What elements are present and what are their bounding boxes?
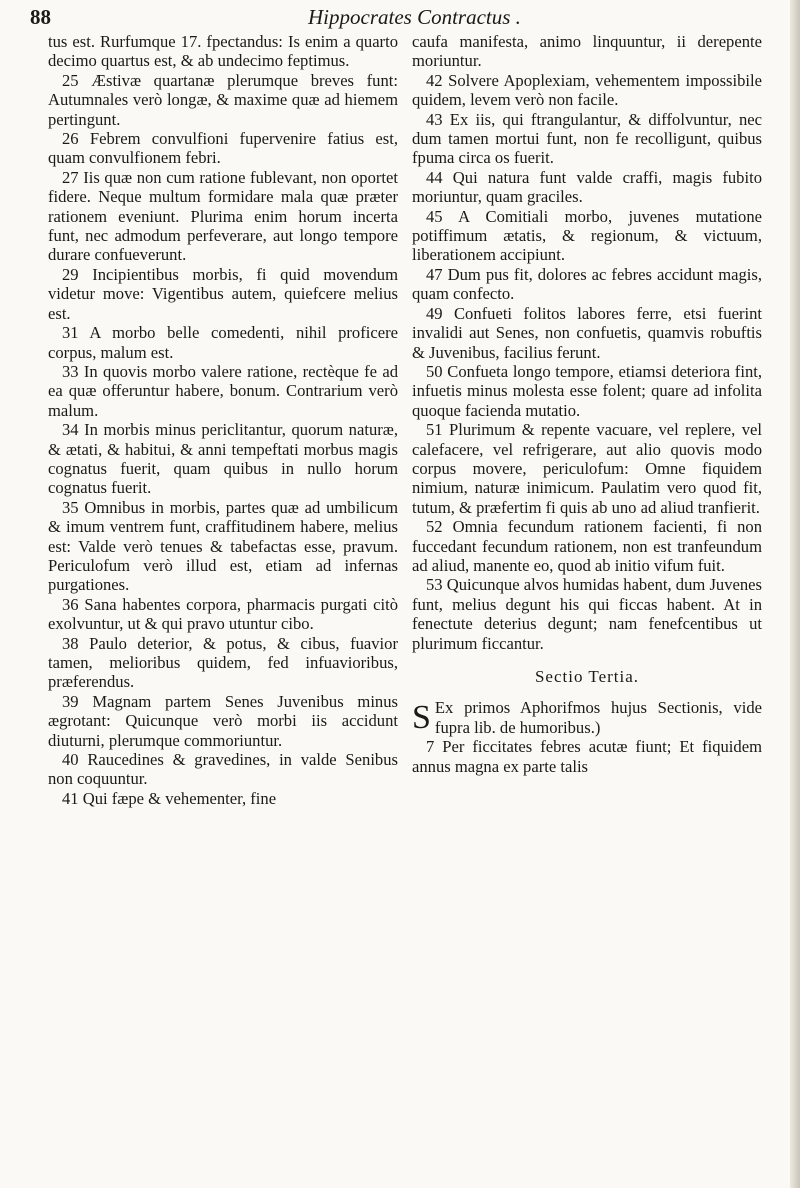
aphorism-26: 26 Febrem convulfioni fupervenire fatius est, quam convulfionem febri. <box>48 129 398 168</box>
aphorism-51: 51 Plurimum & repente vacuare, vel replere, vel calefacere, vel refrigerare, aut alio quovis modo corpus movere, periculofum: Omne fiquidem nimium, naturæ inimicum. Paulatim vero quod fit, tutum, & præfertim fi quis ab uno ad aliud tranfierit. <box>412 420 762 517</box>
aphorism-40: 40 Raucedines & gravedines, in valde Senibus non coquuntur. <box>48 750 398 789</box>
aphorism-50: 50 Confueta longo tempore, etiamsi deteriora fint, infuetis minus molesta esse folent; quare ad infolita quoque facienda mutatio. <box>412 361 762 420</box>
aphorism-25: 25 Æstivæ quartanæ plerumque breves funt: Autumnales verò longæ, & maxime quæ ad hiemem pertingunt. <box>48 70 398 129</box>
aphorism-44: 44 Qui natura funt valde craffi, magis fubito moriuntur, quam graciles. <box>412 167 762 207</box>
section-note-text: Ex primos Aphorifmos hujus Sectionis, vide fupra lib. de humoribus.) <box>434 698 762 737</box>
continuation-paragraph: caufa manifesta, animo linquuntur, ii derepente moriuntur. <box>412 32 762 71</box>
aphorism-33: 33 In quovis morbo valere ratione, rectèque fe ad ea quæ offeruntur habere, bonum. Contrarium verò malum. <box>48 361 398 420</box>
continuation-paragraph: tus est. Rurfumque 17. fpectandus: Is enim a quarto decimo quartus est, & ab undecimo feptimus. <box>48 32 398 71</box>
aphorism-41: 41 Qui fæpe & vehementer, fine <box>62 788 277 808</box>
aphorism-49: 49 Confueti folitos labores ferre, etsi fuerint invalidi aut Senes, non confuetis, quamvis robuftis & Juvenibus, facilius ferunt. <box>412 303 762 362</box>
aphorism-42: 42 Solvere Apoplexiam, vehementem impossibile quidem, levem verò non facile. <box>412 70 762 110</box>
aphorism-45: 45 A Comitiali morbo, juvenes mutatione potiffimum ætatis, & regionum, & victuum, liberationem accipiunt. <box>412 206 762 265</box>
aphorism-39: 39 Magnam partem Senes Juvenibus minus ægrotant: Quicunque verò morbi iis accidunt diuturni, plerumque commoriuntur. <box>48 691 398 750</box>
running-head <box>30 4 775 30</box>
page-number: 88 <box>30 5 51 29</box>
section-note <box>412 698 762 737</box>
aphorism-29: 29 Incipientibus morbis, fi quid movendum videtur move: Vigentibus autem, quiefcere melius est. <box>48 264 398 323</box>
right-column <box>412 32 762 776</box>
aphorism-53: 53 Quicunque alvos humidas habent, dum Juvenes funt, melius degunt his qui ficcas habent. At in fenectute deterius degunt; nam fenefcentibus ut plurimum ficcantur. <box>412 575 762 653</box>
aphorism-47: 47 Dum pus fit, dolores ac febres accidunt magis, quam confecto. <box>412 264 762 304</box>
aphorism-34: 34 In morbis minus periclitantur, quorum naturæ, & ætati, & habitui, & anni tempeftati morbus magis cognatus fuerit, quam quibus in nullo horum cognatus fuerit. <box>48 420 398 498</box>
drop-capital: S <box>412 699 431 737</box>
aphorism-38: 38 Paulo deterior, & potus, & cibus, fuavior tamen, melioribus quidem, fed infuavioribus, præferendus. <box>48 633 398 692</box>
page-edge <box>790 0 800 1188</box>
aphorism-43: 43 Ex iis, qui ftrangulantur, & diffolvuntur, nec dum tamen mortui funt, non fe recolligunt, quibus fpuma circa os fuerit. <box>412 109 762 168</box>
aphorism-7: 7 Per ficcitates febres acutæ fiunt; Et fiquidem annus magna ex parte talis <box>412 737 762 776</box>
section-heading: Sectio Tertia. <box>534 667 640 686</box>
aphorism-27: 27 Iis quæ non cum ratione fublevant, non oportet fidere. Neque multum formidare mala quæ præter rationem eveniunt. Plurima enim horum incerta funt, nec admodum perfeverare, aut longo tempore durare confueverunt. <box>48 167 398 265</box>
aphorism-36: 36 Sana habentes corpora, pharmacis purgati citò exolvuntur, ut & qui pravo utuntur cibo. <box>48 594 398 634</box>
left-column <box>48 32 398 808</box>
aphorism-31: 31 A morbo belle comedenti, nihil proficere corpus, malum est. <box>48 323 398 362</box>
aphorism-52: 52 Omnia fecundum rationem facienti, fi non fuccedant fecundum rationem, non est tranfeundum ad aliud, manente eo, quod ab initio vifum fuit. <box>412 517 762 575</box>
running-title: Hippocrates Contractus . <box>308 5 521 29</box>
aphorism-35: 35 Omnibus in morbis, partes quæ ad umbilicum & imum ventrem funt, craffitudinem habere, melius est: Valde verò tenues & tabefactas esse, pravum. Periculofum verò illud est, etiam ad infernas purgationes. <box>48 497 398 595</box>
